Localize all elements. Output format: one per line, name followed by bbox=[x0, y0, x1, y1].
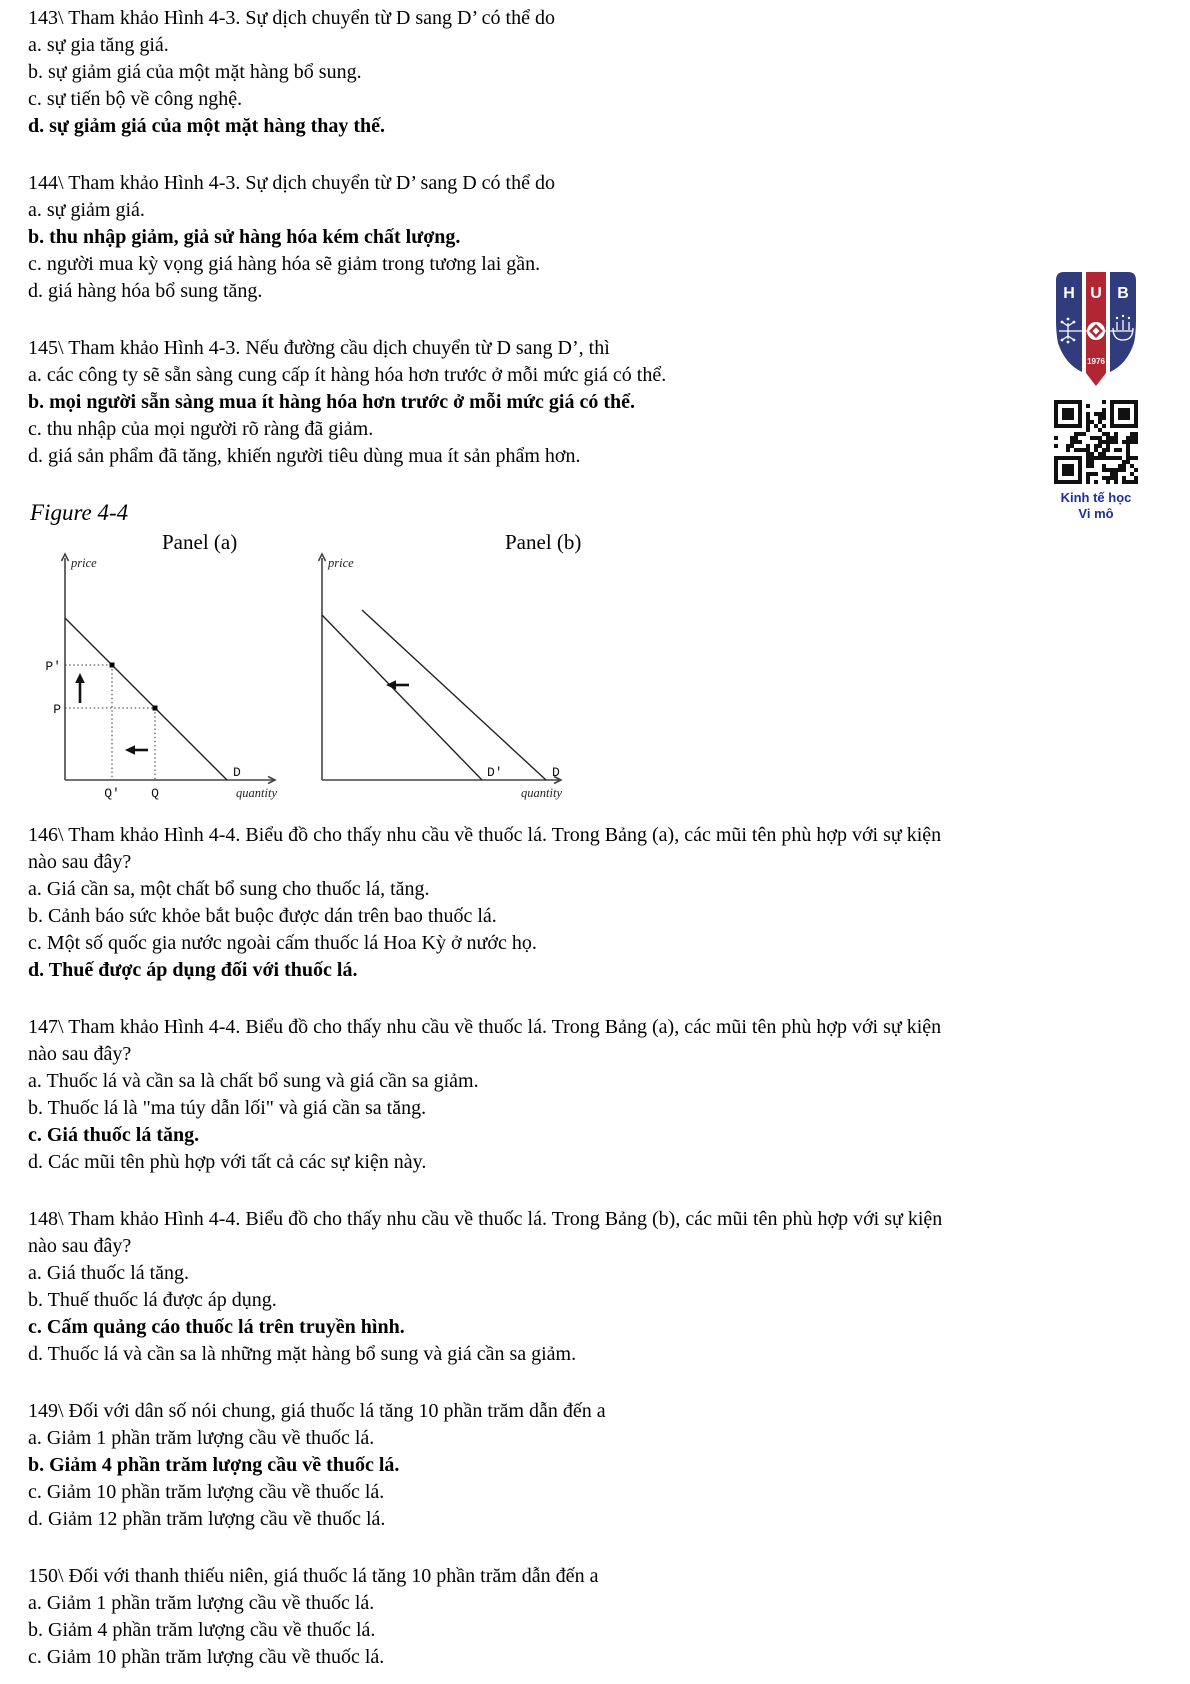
question-line: b. Thuế thuốc lá được áp dụng. bbox=[28, 1289, 277, 1311]
question-line: nào sau đây? bbox=[28, 1235, 132, 1257]
question-144 bbox=[28, 170, 666, 305]
question-line: nào sau đây? bbox=[28, 1043, 132, 1065]
logo-diamond-emblem-icon bbox=[1087, 322, 1105, 340]
qty-low-tick: Q' bbox=[104, 786, 120, 801]
panel-a-chart bbox=[40, 550, 302, 806]
question-line: c. Cấm quảng cáo thuốc lá trên truyền hình. bbox=[28, 1316, 405, 1338]
question-line: a. sự gia tăng giá. bbox=[28, 34, 169, 56]
price-high-tick: P' bbox=[45, 659, 61, 674]
question-line: 145\ Tham khảo Hình 4-3. Nếu đường cầu dịch chuyển từ D sang D’, thì bbox=[28, 337, 610, 359]
question-line: c. Giảm 10 phần trăm lượng cầu về thuốc lá. bbox=[28, 1646, 385, 1668]
curve-label-D-prime: D' bbox=[487, 765, 503, 780]
logo-year: 1976 bbox=[1087, 357, 1105, 366]
question-149 bbox=[28, 1398, 942, 1533]
question-line: c. Giảm 10 phần trăm lượng cầu về thuốc lá. bbox=[28, 1481, 385, 1503]
question-line: a. Giá cần sa, một chất bổ sung cho thuốc lá, tăng. bbox=[28, 878, 430, 900]
logo-letter-b: B bbox=[1117, 285, 1129, 302]
question-line: a. Giá thuốc lá tăng. bbox=[28, 1262, 190, 1284]
point-high bbox=[110, 663, 115, 668]
question-line: c. Giá thuốc lá tăng. bbox=[28, 1124, 200, 1146]
question-line: 143\ Tham khảo Hình 4-3. Sự dịch chuyển từ D sang D’ có thể do bbox=[28, 7, 555, 29]
question-line: d. giá sản phẩm đã tăng, khiến người tiêu dùng mua ít sản phẩm hơn. bbox=[28, 445, 581, 467]
question-line: d. giá hàng hóa bổ sung tăng. bbox=[28, 280, 263, 302]
question-line: b. Giảm 4 phần trăm lượng cầu về thuốc lá. bbox=[28, 1454, 400, 1476]
question-line: d. Thuốc lá và cần sa là những mặt hàng bổ sung và giá cần sa giảm. bbox=[28, 1343, 577, 1365]
figure-title: Figure 4-4 bbox=[30, 500, 129, 525]
brand-caption bbox=[1036, 490, 1156, 522]
question-line: c. Một số quốc gia nước ngoài cấm thuốc lá Hoa Kỳ ở nước họ. bbox=[28, 932, 537, 954]
demand-curve-D-prime bbox=[322, 615, 482, 780]
hub-logo bbox=[1053, 268, 1139, 390]
question-line: d. Các mũi tên phù hợp với tất cả các sự kiện này. bbox=[28, 1151, 427, 1173]
question-line: 146\ Tham khảo Hình 4-4. Biểu đồ cho thấy nhu cầu về thuốc lá. Trong Bảng (a), các mũi tên phù hợp với sự kiện bbox=[28, 824, 942, 846]
y-axis-label: price bbox=[328, 556, 354, 570]
question-line: b. sự giảm giá của một mặt hàng bổ sung. bbox=[28, 61, 362, 83]
logo-letter-h: H bbox=[1063, 285, 1075, 302]
price-up-arrowhead-icon bbox=[75, 673, 85, 683]
y-axis-label: price bbox=[71, 556, 97, 570]
qr-code bbox=[1054, 400, 1138, 484]
question-146 bbox=[28, 822, 942, 984]
question-147 bbox=[28, 1014, 942, 1176]
question-line: b. thu nhập giảm, giả sử hàng hóa kém chất lượng. bbox=[28, 226, 461, 248]
panel-b-title: Panel (b) bbox=[505, 530, 582, 554]
question-line: nào sau đây? bbox=[28, 851, 132, 873]
question-line: b. Giảm 4 phần trăm lượng cầu về thuốc lá. bbox=[28, 1619, 376, 1641]
question-line: a. Thuốc lá và cần sa là chất bổ sung và giá cần sa giảm. bbox=[28, 1070, 479, 1092]
question-line: 150\ Đối với thanh thiếu niên, giá thuốc lá tăng 10 phần trăm dẫn đến a bbox=[28, 1565, 599, 1587]
question-line: b. mọi người sẵn sàng mua ít hàng hóa hơn trước ở mỗi mức giá có thể. bbox=[28, 391, 636, 413]
questions-top-block bbox=[28, 5, 666, 500]
questions-bottom-block bbox=[28, 822, 942, 1684]
question-line: a. sự giảm giá. bbox=[28, 199, 145, 221]
question-line: c. thu nhập của mọi người rõ ràng đã giảm. bbox=[28, 418, 374, 440]
question-150 bbox=[28, 1563, 942, 1671]
price-low-tick: P bbox=[53, 702, 61, 717]
demand-curve-D bbox=[65, 618, 227, 780]
question-line: d. sự giảm giá của một mặt hàng thay thế. bbox=[28, 115, 386, 137]
question-line: a. các công ty sẽ sẵn sàng cung cấp ít hàng hóa hơn trước ở mỗi mức giá có thể. bbox=[28, 364, 667, 386]
x-axis-label: quantity bbox=[521, 786, 562, 800]
curve-label-D: D bbox=[233, 765, 241, 780]
logo-letter-u: U bbox=[1090, 285, 1102, 302]
qty-high-tick: Q bbox=[151, 786, 159, 801]
question-143 bbox=[28, 5, 666, 140]
qty-left-arrowhead-icon bbox=[125, 745, 135, 755]
question-line: a. Giảm 1 phần trăm lượng cầu về thuốc lá. bbox=[28, 1427, 375, 1449]
question-line: b. Cảnh báo sức khỏe bắt buộc được dán trên bao thuốc lá. bbox=[28, 905, 497, 927]
question-line: d. Giảm 12 phần trăm lượng cầu về thuốc lá. bbox=[28, 1508, 386, 1530]
demand-curve-D bbox=[362, 610, 546, 780]
panel-b-chart bbox=[310, 550, 582, 806]
brand-caption-line2: Vi mô bbox=[1078, 506, 1114, 521]
curve-label-D: D bbox=[552, 765, 560, 780]
x-axis-label: quantity bbox=[236, 786, 277, 800]
question-line: 149\ Đối với dân số nói chung, giá thuốc lá tăng 10 phần trăm dẫn đến a bbox=[28, 1400, 606, 1422]
question-line: 147\ Tham khảo Hình 4-4. Biểu đồ cho thấy nhu cầu về thuốc lá. Trong Bảng (a), các mũi tên phù hợp với sự kiện bbox=[28, 1016, 942, 1038]
question-145 bbox=[28, 335, 666, 470]
question-line: c. sự tiến bộ về công nghệ. bbox=[28, 88, 243, 110]
question-line: 144\ Tham khảo Hình 4-3. Sự dịch chuyển từ D’ sang D có thể do bbox=[28, 172, 555, 194]
question-line: b. Thuốc lá là "ma túy dẫn lối" và giá cần sa tăng. bbox=[28, 1097, 427, 1119]
question-line: d. Thuế được áp dụng đối với thuốc lá. bbox=[28, 959, 358, 981]
brand-caption-line1: Kinh tế học bbox=[1060, 490, 1132, 505]
point-low bbox=[153, 706, 158, 711]
question-148 bbox=[28, 1206, 942, 1368]
question-line: c. người mua kỳ vọng giá hàng hóa sẽ giảm trong tương lai gần. bbox=[28, 253, 541, 275]
question-line: a. Giảm 1 phần trăm lượng cầu về thuốc lá. bbox=[28, 1592, 375, 1614]
question-line: 148\ Tham khảo Hình 4-4. Biểu đồ cho thấy nhu cầu về thuốc lá. Trong Bảng (b), các mũi tên phù hợp với sự kiện bbox=[28, 1208, 943, 1230]
panel-a-title: Panel (a) bbox=[162, 530, 238, 554]
